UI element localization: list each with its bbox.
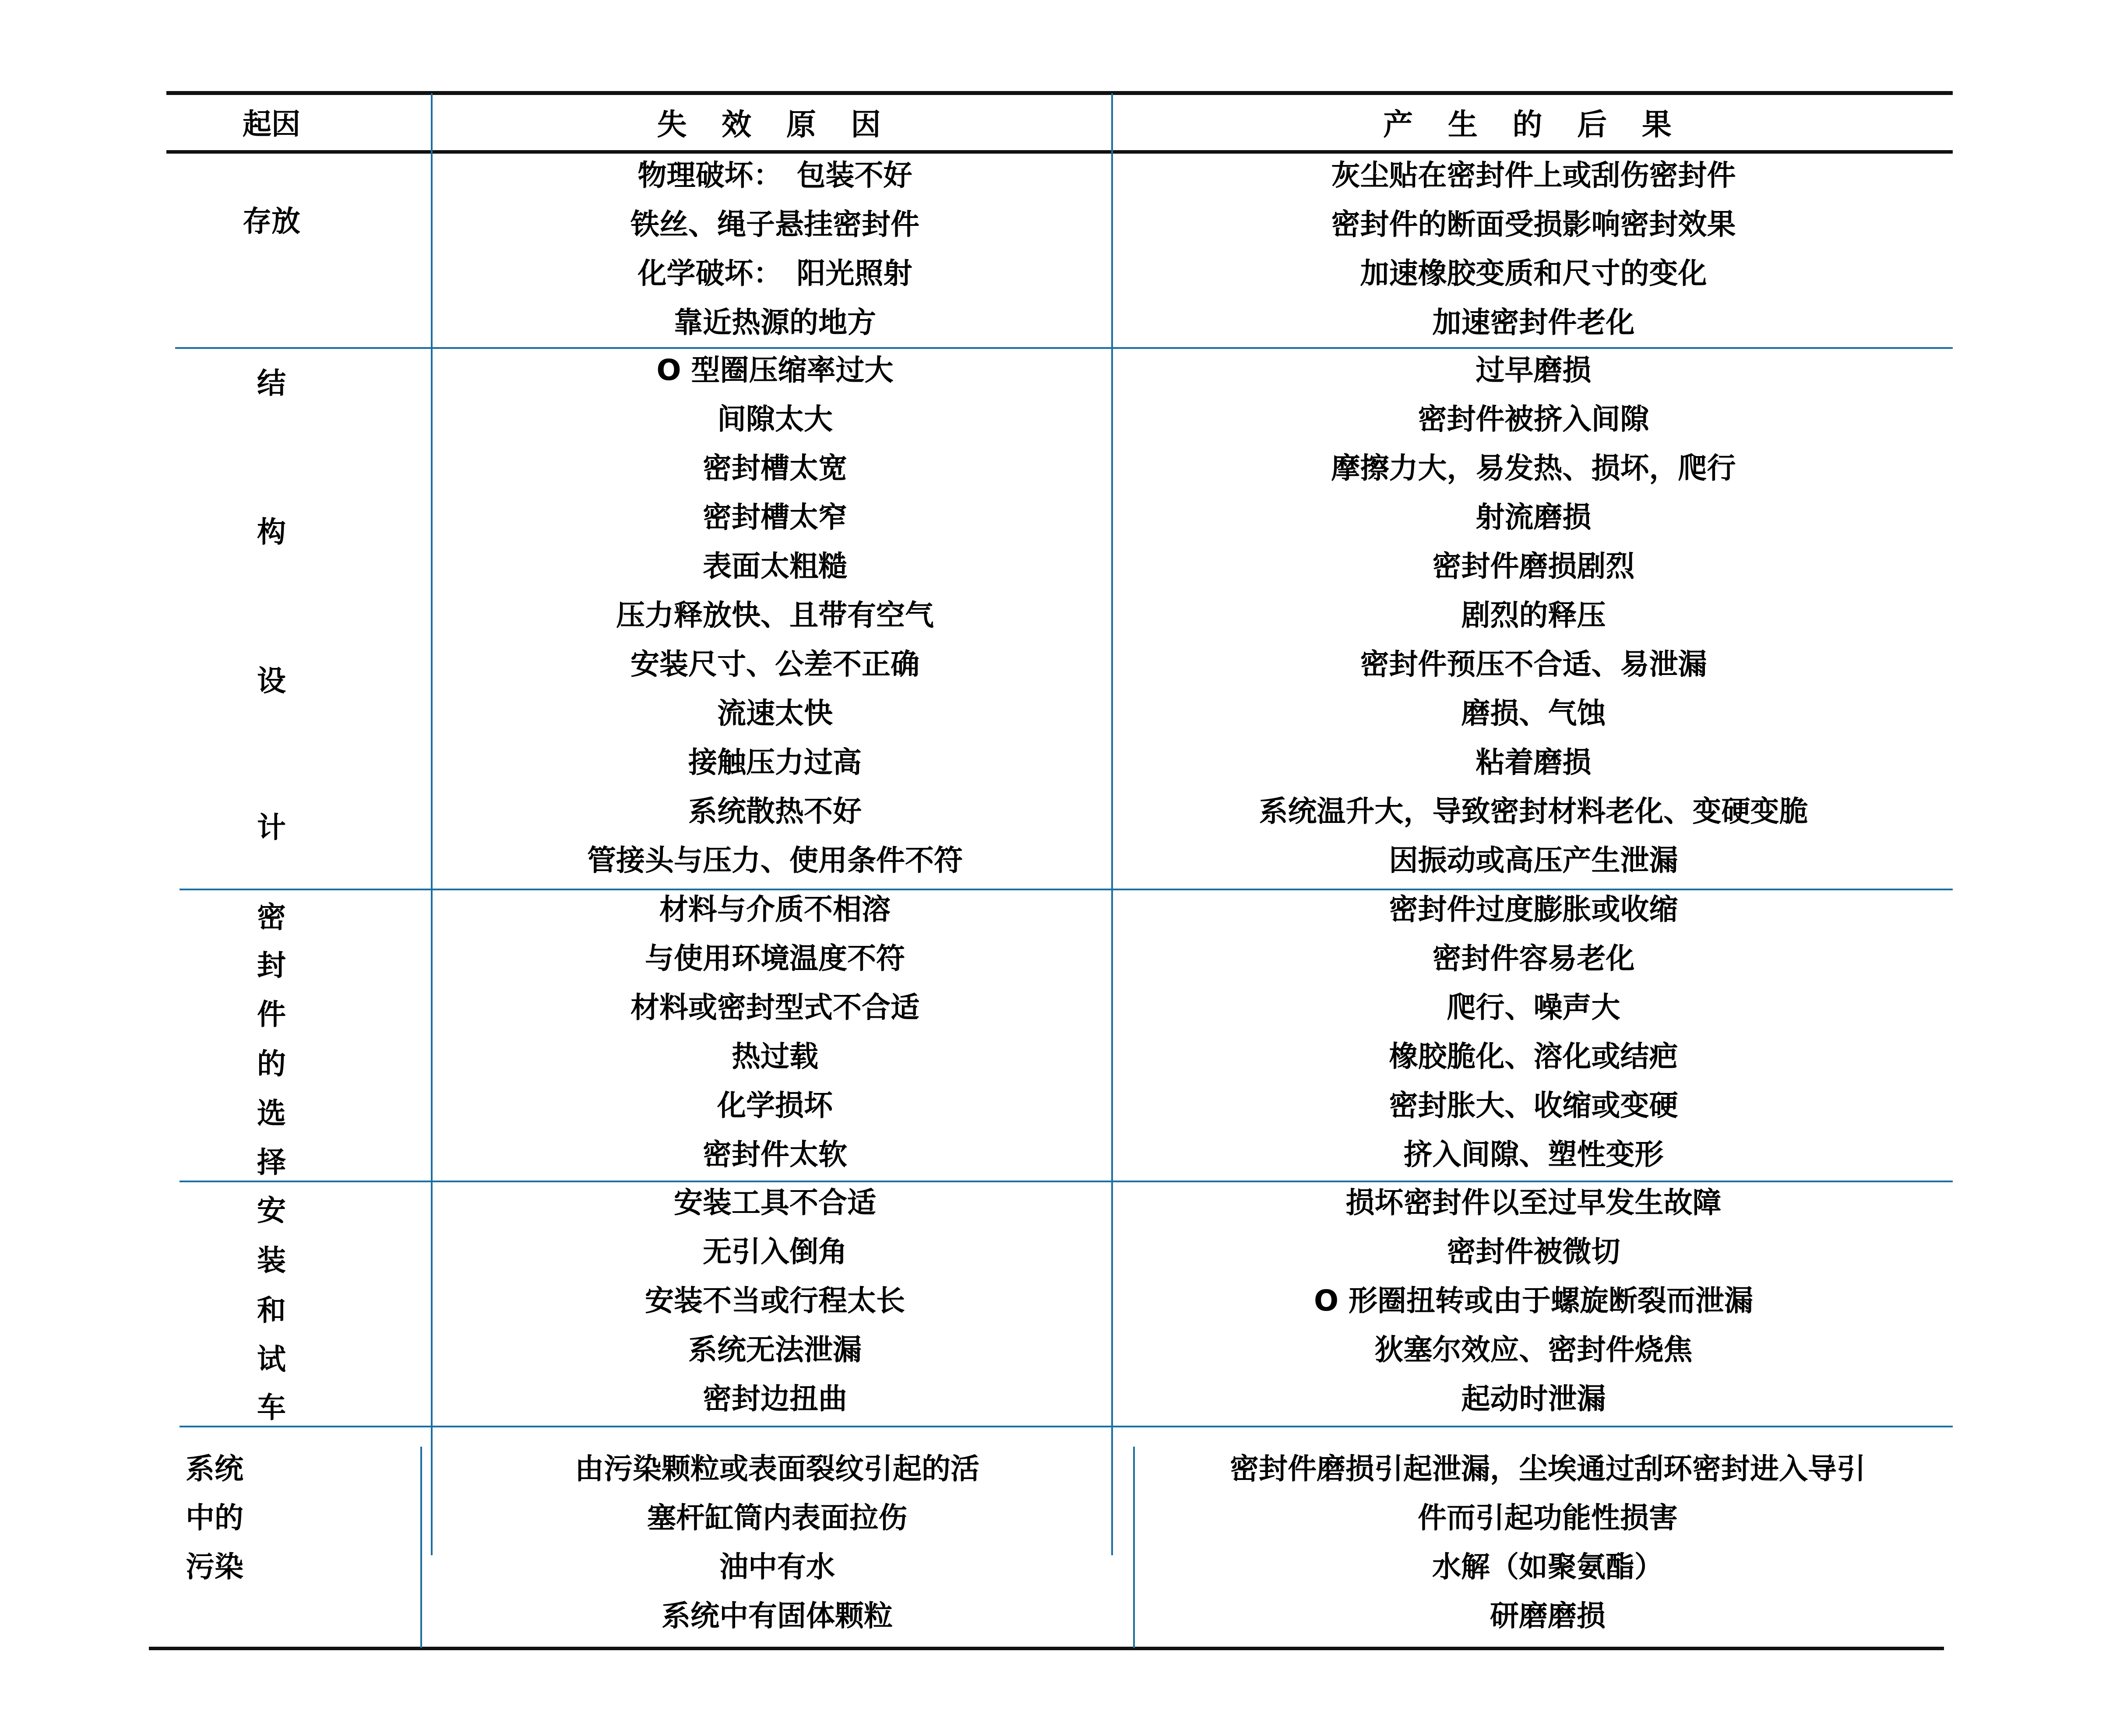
consequence-cell: 密封件过度膨胀或收缩 [1389,893,1678,926]
bottom-rule [149,1647,1944,1650]
section-separator [180,1426,1953,1427]
failure-reason-cell: 物理破坏： 包装不好 [637,158,912,192]
consequence-cell: 加速密封件老化 [1432,306,1635,339]
consequence-cell: 挤入间隙、塑性变形 [1403,1138,1664,1171]
failure-reason-cell: 管接头与压力、使用条件不符 [587,843,963,877]
failure-reason-cell: 化学损坏 [717,1089,833,1122]
consequence-cell: 密封件被微切 [1447,1235,1620,1269]
failure-reason-cell: 热过载 [732,1040,818,1073]
consequence-cell: 磨损、气蚀 [1461,696,1606,730]
consequence-cell: 粘着磨损 [1476,745,1592,779]
consequence-cell: 件而引起功能性损害 [1418,1501,1678,1535]
cause-label: 件 [257,998,286,1031]
consequence-cell: 密封件容易老化 [1432,942,1635,975]
header-consequence: 产 生 的 后 果 [1383,108,1684,142]
failure-reason-cell: 系统散热不好 [688,794,862,828]
column-rule-1-lower [420,1447,422,1648]
failure-reason-cell: 铁丝、绳子悬挂密封件 [630,207,919,241]
failure-reason-cell: 压力释放快、且带有空气 [616,598,934,632]
failure-reason-cell: 密封槽太窄 [703,500,847,534]
consequence-cell: 系统温升大，导致密封材料老化、变硬变脆 [1259,794,1808,828]
failure-reason-cell: 安装尺寸、公差不正确 [630,647,919,681]
cause-label: 择 [257,1146,286,1179]
cause-label: 车 [257,1391,286,1424]
failure-reason-cell: 系统中有固体颗粒 [662,1599,893,1633]
cause-label: 的 [257,1047,286,1081]
cause-label: 装 [257,1244,286,1277]
failure-reason-cell: 由污染颗粒或表面裂纹引起的活 [575,1452,979,1486]
failure-reason-cell: 接触压力过高 [688,745,862,779]
cause-label: 封 [257,949,286,982]
consequence-cell: 狄塞尔效应、密封件烧焦 [1374,1333,1693,1367]
cause-label: 污染 [186,1550,243,1584]
consequence-cell: 过早磨损 [1476,353,1592,387]
column-rule-1 [431,93,433,1555]
consequence-cell: 密封件预压不合适、易泄漏 [1360,647,1707,681]
failure-reason-cell: 安装工具不合适 [674,1186,876,1219]
cause-label: 试 [257,1342,286,1376]
cause-label: 存放 [243,204,300,238]
failure-reason-cell: 密封件太软 [703,1138,847,1171]
consequence-cell: 密封件的断面受损影响密封效果 [1331,207,1736,241]
failure-reason-cell: 油中有水 [719,1550,835,1584]
failure-reason-cell: 安装不当或行程太长 [645,1284,905,1318]
failure-reason-cell: 流速太快 [717,696,833,730]
consequence-cell: 水解（如聚氨酯） [1432,1550,1663,1584]
header-failure-reason: 失 效 原 因 [657,108,893,142]
consequence-cell: 加速橡胶变质和尺寸的变化 [1360,257,1707,290]
failure-reason-cell: 材料与介质不相溶 [659,893,891,926]
failure-reason-cell: 表面太粗糙 [703,549,847,583]
consequence-cell: 剧烈的释压 [1461,598,1606,632]
failure-reason-cell: 密封边扭曲 [703,1382,847,1416]
consequence-cell: 射流磨损 [1476,500,1592,534]
consequence-cell: 密封胀大、收缩或变硬 [1389,1089,1678,1122]
failure-reason-cell: 系统无法泄漏 [688,1333,862,1367]
consequence-cell: 密封件被挤入间隙 [1418,402,1649,436]
consequence-cell: 橡胶脆化、溶化或结疤 [1389,1040,1678,1073]
failure-reason-cell: 材料或密封型式不合适 [630,991,919,1024]
consequence-cell: 因振动或高压产生泄漏 [1389,843,1678,877]
header-cause: 起因 [243,107,300,141]
failure-reason-cell: 间隙太大 [717,402,833,436]
consequence-cell: 密封件磨损引起泄漏，尘埃通过刮环密封进入导引 [1230,1452,1866,1486]
cause-label: 和 [257,1293,286,1327]
failure-reason-cell: 无引入倒角 [703,1235,847,1269]
cause-label: 密 [257,900,286,934]
top-rule [166,91,1953,95]
consequence-cell: 研磨磨损 [1490,1599,1606,1633]
failure-reason-cell: 塞杆缸筒内表面拉伤 [647,1501,907,1535]
consequence-cell: 爬行、噪声大 [1447,991,1620,1024]
failure-reason-cell: 靠近热源的地方 [674,306,876,339]
failure-reason-cell: 密封槽太宽 [703,451,847,485]
cause-label: 系统 [186,1452,243,1486]
cause-label: 设 [257,664,286,698]
cause-label: 中的 [186,1501,243,1535]
failure-reason-cell: O 型圈压缩率过大 [656,353,894,387]
cause-label: 结 [257,366,286,400]
column-rule-2-lower [1133,1447,1135,1648]
consequence-cell: 密封件磨损剧烈 [1432,549,1635,583]
cause-label: 选 [257,1096,286,1130]
consequence-cell: 灰尘贴在密封件上或刮伤密封件 [1331,158,1736,192]
failure-reason-cell: 化学破坏： 阳光照射 [637,257,912,290]
consequence-cell: 起动时泄漏 [1461,1382,1606,1416]
consequence-cell: 摩擦力大，易发热、损坏，爬行 [1331,451,1736,485]
consequence-cell: 损坏密封件以至过早发生故障 [1345,1186,1722,1219]
failure-reason-cell: 与使用环境温度不符 [645,942,905,975]
cause-label: 安 [257,1194,286,1227]
cause-label: 构 [257,515,286,549]
cause-label: 计 [257,811,286,844]
consequence-cell: O 形圈扭转或由于螺旋断裂而泄漏 [1314,1284,1754,1318]
